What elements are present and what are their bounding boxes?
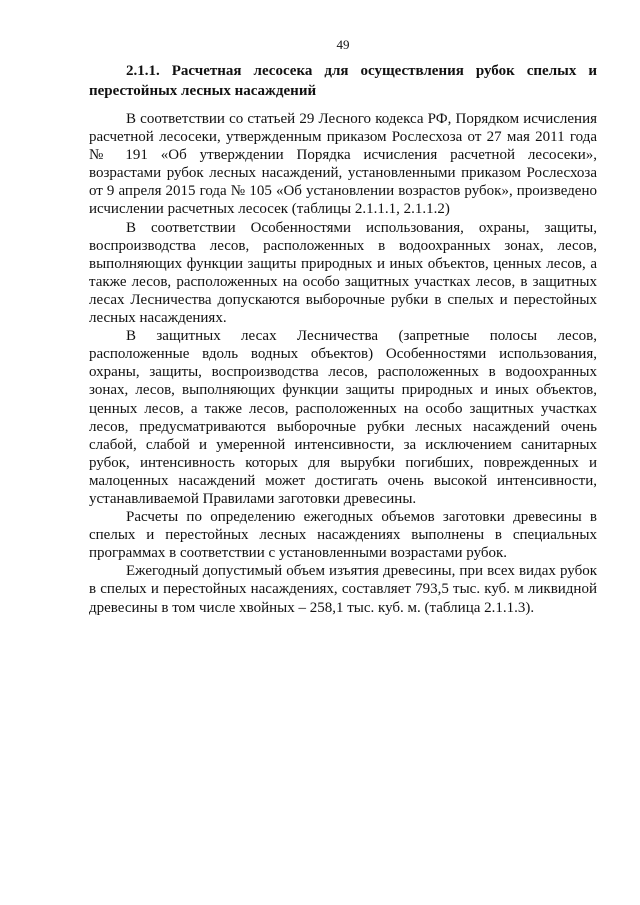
paragraph-4: Расчеты по определению ежегодных объемов заготовки древесины в спелых и перестойных лесных насаждениях выполнены в специальных программах в соответствии с установленными возрастами рубок.: [89, 509, 597, 562]
section-heading: 2.1.1. Расчетная лесосека для осуществления рубок спелых и перестойных лесных насаждений: [89, 63, 597, 99]
paragraph-3: В защитных лесах Лесничества (запретные полосы лесов, расположенные вдоль водных объектов) Особенностями использования, охраны, защиты, воспроизводства лесов, расположенных в водоохранных зонах, лесов, выполняющих функции защиты природных и иных объектов, ценных лесов, а также лесов, расположенных на особо защитных участках лесов, предусматриваются выборочные рубки лесных насаждений очень слабой, слабой и умеренной интенсивности, за исключением санитарных рубок, интенсивность которых для вырубки погибших, поврежденных и малоценных насаждений может достигать очень высокой интенсивности, устанавливаемой Правилами заготовки древесины.: [89, 328, 597, 507]
paragraph-2: В соответствии Особенностями использования, охраны, защиты, воспроизводства лесов, расположенных в водоохранных зонах, лесов, выполняющих функции защиты природных и иных объектов, ценных лесов, а также лесов, расположенных на особо защитных участках лесов, в защитных лесах Лесничества допускаются выборочные рубки в спелых и перестойных лесных насаждениях.: [89, 219, 597, 327]
body-text: [89, 110, 597, 617]
page-number: 49: [336, 37, 350, 52]
paragraph-1: В соответствии со статьей 29 Лесного кодекса РФ, Порядком исчисления расчетной лесосеки, утвержденным приказом Рослесхоза от 27 мая 2011 года № 191 «Об утверждении Порядка исчисления расчетной лесосеки», возрастами рубок лесных насаждений, установленными приказом Рослесхоза от 9 апреля 2015 года № 105 «Об установлении возрастов рубок», произведено исчислении расчетных лесосек (таблицы 2.1.1.1, 2.1.1.2): [89, 111, 597, 218]
paragraph-5: Ежегодный допустимый объем изъятия древесины, при всех видах рубок в спелых и перестойных насаждениях, составляет 793,5 тыс. куб. м ликвидной древесины в том числе хвойных – 258,1 тыс. куб. м. (таблица 2.1.1.3).: [89, 563, 597, 616]
